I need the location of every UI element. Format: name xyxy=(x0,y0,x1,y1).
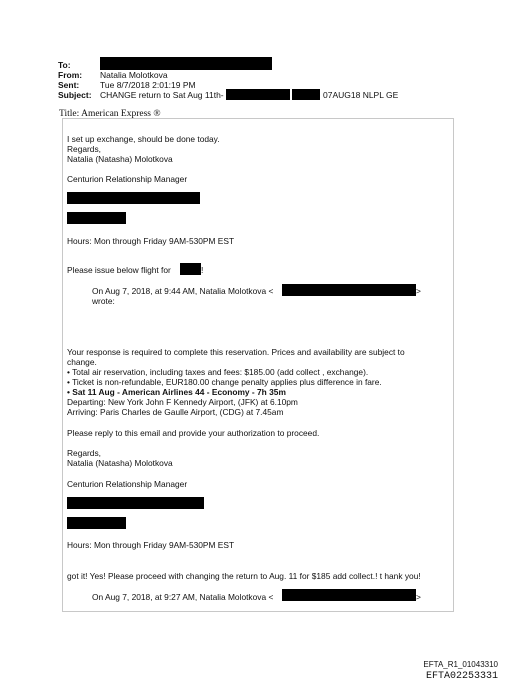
body-line: Please issue below flight for xyxy=(67,265,171,275)
arriving-line: Arriving: Paris Charles de Gaulle Airport, (CDG) at 7.45am xyxy=(67,407,284,417)
from-value: Natalia Molotkova xyxy=(100,70,168,80)
signature-name: Natalia (Natasha) Molotkova xyxy=(67,154,173,164)
quote-header: On Aug 7, 2018, at 9:27 AM, Natalia Molotkova < xyxy=(92,592,274,602)
body-line: Please reply to this email and provide your authorization to proceed. xyxy=(67,428,320,438)
subject-row xyxy=(58,90,224,100)
bullet-item: • Ticket is non-refundable, EUR180.00 change penalty applies plus difference in fare. xyxy=(67,377,382,387)
sent-value: Tue 8/7/2018 2:01:19 PM xyxy=(100,80,196,90)
sent-row xyxy=(58,80,196,90)
signature-title: Centurion Relationship Manager xyxy=(67,174,188,184)
from-row xyxy=(58,70,168,80)
redaction-email xyxy=(282,284,416,296)
to-row xyxy=(58,60,100,70)
doc-reference-1: EFTA_R1_01043310 xyxy=(423,660,498,669)
redaction-subject-1 xyxy=(226,89,290,100)
body-line: I set up exchange, should be done today. xyxy=(67,134,220,144)
body-line: Regards, xyxy=(67,144,101,154)
redaction-block xyxy=(67,497,204,509)
redaction-subject-2 xyxy=(292,89,320,100)
bullet-item-flight: • Sat 11 Aug - American Airlines 44 - Economy - 7h 35m xyxy=(67,387,286,397)
quote-header-wrote: wrote: xyxy=(92,296,115,306)
office-hours: Hours: Mon through Friday 9AM-530PM EST xyxy=(67,236,235,246)
departing-line: Departing: New York John F Kennedy Airport, (JFK) at 6.10pm xyxy=(67,397,298,407)
redaction-block xyxy=(67,517,126,529)
body-line: change. xyxy=(67,357,97,367)
doc-reference-2: EFTA02253331 xyxy=(425,671,498,682)
quote-header-end: > xyxy=(416,592,421,602)
subject-label: Subject: xyxy=(58,90,92,100)
office-hours: Hours: Mon through Friday 9AM-530PM EST xyxy=(67,540,235,550)
reply-line: got it! Yes! Please proceed with changing the return to Aug. 11 for $185 add collect.! t hank you! xyxy=(67,571,421,581)
redaction-email xyxy=(282,589,416,601)
sent-label: Sent: xyxy=(58,80,80,90)
redaction-inline xyxy=(180,263,204,275)
quote-header-end: > xyxy=(416,286,421,296)
redaction-to xyxy=(100,57,272,70)
body-line: Your response is required to complete this reservation. Prices and availability are subject to xyxy=(67,347,405,357)
body-line-end: ! xyxy=(201,265,204,275)
signature-name: Natalia (Natasha) Molotkova xyxy=(67,458,173,468)
signature-title: Centurion Relationship Manager xyxy=(67,479,188,489)
subject-suffix: 07AUG18 NLPL GE xyxy=(323,90,399,100)
from-label: From: xyxy=(58,70,83,80)
bullet-item: • Total air reservation, including taxes and fees: $185.00 (add collect , exchange). xyxy=(67,367,369,377)
to-label: To: xyxy=(58,60,71,70)
redaction-block xyxy=(67,192,200,204)
redaction-block xyxy=(67,212,126,224)
body-line: Regards, xyxy=(67,448,101,458)
document-title: Title: American Express ® xyxy=(59,109,161,119)
quote-header: On Aug 7, 2018, at 9:44 AM, Natalia Molotkova < xyxy=(92,286,274,296)
subject-prefix: CHANGE return to Sat Aug 11th- xyxy=(100,90,224,100)
